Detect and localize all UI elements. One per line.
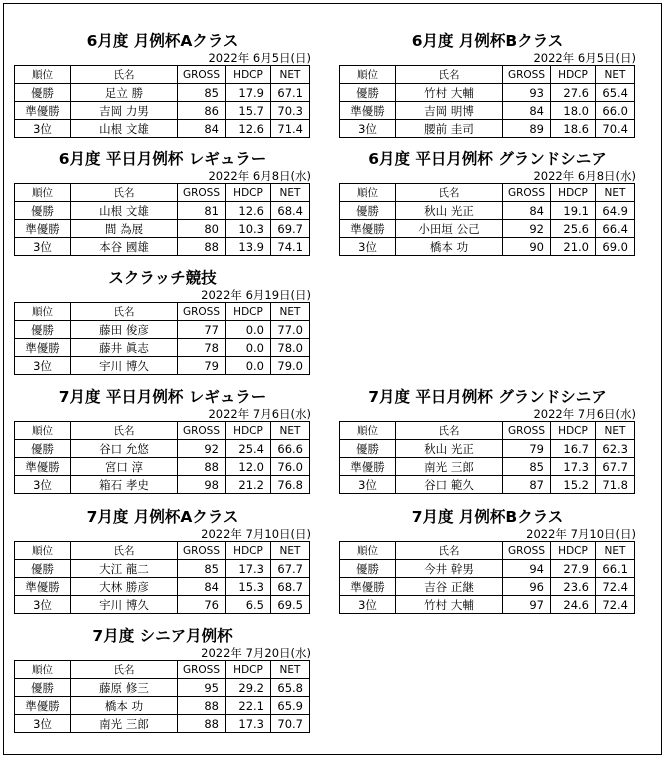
cell-hdcp: 15.7	[226, 102, 271, 120]
results-table	[14, 302, 310, 375]
cell-net: 66.0	[596, 102, 635, 120]
cell-rank: 優勝	[15, 560, 71, 578]
cell-hdcp: 25.6	[551, 220, 596, 238]
header-name: 氏名	[71, 422, 178, 440]
table-row	[15, 238, 310, 256]
header-name: 氏名	[396, 542, 503, 560]
cell-gross: 84	[503, 102, 551, 120]
cell-gross: 88	[178, 715, 226, 733]
table-row	[15, 715, 310, 733]
header-hdcp: HDCP	[551, 184, 596, 202]
cell-name: 間 為展	[71, 220, 178, 238]
cell-hdcp: 12.6	[226, 202, 271, 220]
cell-net: 69.7	[271, 220, 310, 238]
table-row	[340, 476, 635, 494]
cell-net: 70.3	[271, 102, 310, 120]
header-rank: 順位	[15, 66, 71, 84]
cell-name: 秋山 光正	[396, 440, 503, 458]
cell-hdcp: 15.3	[226, 578, 271, 596]
cell-net: 66.4	[596, 220, 635, 238]
header-hdcp: HDCP	[226, 542, 271, 560]
table-row	[340, 578, 635, 596]
header-rank: 順位	[15, 542, 71, 560]
cell-net: 76.8	[271, 476, 310, 494]
table-row	[340, 458, 635, 476]
cell-net: 68.7	[271, 578, 310, 596]
cell-hdcp: 24.6	[551, 596, 596, 614]
cell-net: 65.8	[271, 679, 310, 697]
header-gross: GROSS	[178, 66, 226, 84]
table-row	[15, 476, 310, 494]
cell-hdcp: 13.9	[226, 238, 271, 256]
header-rank: 順位	[340, 542, 396, 560]
table-row	[15, 560, 310, 578]
cell-hdcp: 0.0	[226, 339, 271, 357]
cell-net: 70.4	[596, 120, 635, 138]
header-hdcp: HDCP	[226, 66, 271, 84]
cell-rank: 準優勝	[15, 697, 71, 715]
cell-rank: 準優勝	[15, 102, 71, 120]
header-name: 氏名	[71, 66, 178, 84]
table-header-row	[340, 422, 635, 440]
header-gross: GROSS	[503, 422, 551, 440]
cell-name: 南光 三郎	[396, 458, 503, 476]
cell-name: 箱石 孝史	[71, 476, 178, 494]
block-date: 2022年 6月5日(日)	[533, 51, 636, 65]
cell-net: 70.7	[271, 715, 310, 733]
cell-rank: 優勝	[340, 202, 396, 220]
block-date: 2022年 6月5日(日)	[208, 51, 311, 65]
header-hdcp: HDCP	[551, 542, 596, 560]
cell-hdcp: 29.2	[226, 679, 271, 697]
cell-gross: 93	[503, 84, 551, 102]
cell-net: 77.0	[271, 321, 310, 339]
cell-net: 72.4	[596, 596, 635, 614]
table-row	[340, 202, 635, 220]
header-rank: 順位	[15, 303, 71, 321]
cell-rank: 3位	[340, 120, 396, 138]
cell-net: 69.0	[596, 238, 635, 256]
cell-gross: 98	[178, 476, 226, 494]
cell-rank: 優勝	[340, 84, 396, 102]
header-rank: 順位	[15, 184, 71, 202]
cell-gross: 88	[178, 238, 226, 256]
cell-rank: 準優勝	[15, 458, 71, 476]
cell-rank: 準優勝	[340, 220, 396, 238]
table-row	[340, 120, 635, 138]
cell-gross: 87	[503, 476, 551, 494]
cell-hdcp: 19.1	[551, 202, 596, 220]
results-table	[339, 183, 635, 256]
cell-gross: 89	[503, 120, 551, 138]
header-gross: GROSS	[503, 184, 551, 202]
header-net: NET	[271, 303, 310, 321]
cell-gross: 84	[178, 578, 226, 596]
cell-gross: 96	[503, 578, 551, 596]
header-net: NET	[596, 542, 635, 560]
header-name: 氏名	[396, 422, 503, 440]
table-row	[15, 697, 310, 715]
cell-rank: 3位	[15, 596, 71, 614]
results-table	[14, 541, 310, 614]
block-title: 6月度 平日月例杯 グランドシニア	[368, 150, 607, 168]
cell-net: 68.4	[271, 202, 310, 220]
cell-net: 71.8	[596, 476, 635, 494]
header-gross: GROSS	[178, 422, 226, 440]
cell-rank: 3位	[15, 120, 71, 138]
cell-rank: 準優勝	[15, 578, 71, 596]
cell-name: 腰前 圭司	[396, 120, 503, 138]
table-header-row	[15, 66, 310, 84]
results-table	[339, 65, 635, 138]
cell-gross: 76	[178, 596, 226, 614]
cell-name: 藤田 俊彦	[71, 321, 178, 339]
header-gross: GROSS	[178, 184, 226, 202]
table-header-row	[15, 542, 310, 560]
header-hdcp: HDCP	[226, 661, 271, 679]
header-name: 氏名	[71, 303, 178, 321]
cell-hdcp: 0.0	[226, 321, 271, 339]
cell-hdcp: 21.0	[551, 238, 596, 256]
cell-hdcp: 15.2	[551, 476, 596, 494]
table-row	[15, 440, 310, 458]
header-net: NET	[596, 184, 635, 202]
cell-rank: 3位	[15, 238, 71, 256]
cell-name: 谷口 範久	[396, 476, 503, 494]
cell-name: 今井 幹男	[396, 560, 503, 578]
header-net: NET	[271, 542, 310, 560]
cell-net: 66.6	[271, 440, 310, 458]
block-title: 7月度 シニア月例杯	[92, 627, 233, 645]
cell-hdcp: 25.4	[226, 440, 271, 458]
cell-hdcp: 17.3	[226, 715, 271, 733]
block-date: 2022年 6月8日(水)	[208, 169, 311, 183]
cell-gross: 78	[178, 339, 226, 357]
table-header-row	[15, 303, 310, 321]
cell-net: 71.4	[271, 120, 310, 138]
table-row	[340, 440, 635, 458]
cell-hdcp: 23.6	[551, 578, 596, 596]
cell-hdcp: 17.3	[551, 458, 596, 476]
block-title: 7月度 月例杯Bクラス	[411, 508, 564, 526]
table-row	[340, 560, 635, 578]
header-rank: 順位	[340, 66, 396, 84]
results-table	[14, 65, 310, 138]
block-title: スクラッチ競技	[108, 269, 217, 287]
table-header-row	[340, 542, 635, 560]
cell-gross: 92	[503, 220, 551, 238]
cell-rank: 優勝	[15, 679, 71, 697]
cell-rank: 3位	[340, 596, 396, 614]
header-net: NET	[271, 66, 310, 84]
cell-gross: 85	[178, 560, 226, 578]
cell-rank: 3位	[340, 476, 396, 494]
cell-name: 竹村 大輔	[396, 84, 503, 102]
header-hdcp: HDCP	[226, 422, 271, 440]
header-rank: 順位	[15, 661, 71, 679]
table-row	[15, 679, 310, 697]
cell-rank: 準優勝	[340, 578, 396, 596]
cell-gross: 90	[503, 238, 551, 256]
cell-hdcp: 18.0	[551, 102, 596, 120]
cell-rank: 3位	[15, 476, 71, 494]
table-row	[340, 596, 635, 614]
header-name: 氏名	[71, 542, 178, 560]
results-table	[339, 541, 635, 614]
block-title: 7月度 月例杯Aクラス	[86, 508, 239, 526]
cell-gross: 88	[178, 697, 226, 715]
table-row	[340, 84, 635, 102]
cell-hdcp: 17.3	[226, 560, 271, 578]
cell-name: 吉岡 力男	[71, 102, 178, 120]
cell-name: 竹村 大輔	[396, 596, 503, 614]
header-net: NET	[596, 66, 635, 84]
cell-gross: 95	[178, 679, 226, 697]
header-hdcp: HDCP	[226, 303, 271, 321]
cell-rank: 優勝	[340, 440, 396, 458]
header-name: 氏名	[71, 661, 178, 679]
cell-name: 大林 勝彦	[71, 578, 178, 596]
block-date: 2022年 7月6日(水)	[533, 407, 636, 421]
cell-hdcp: 18.6	[551, 120, 596, 138]
cell-gross: 84	[503, 202, 551, 220]
cell-rank: 準優勝	[340, 458, 396, 476]
header-gross: GROSS	[178, 661, 226, 679]
cell-name: 山根 文雄	[71, 120, 178, 138]
cell-gross: 92	[178, 440, 226, 458]
cell-gross: 86	[178, 102, 226, 120]
cell-name: 吉岡 明博	[396, 102, 503, 120]
block-date: 2022年 6月8日(水)	[533, 169, 636, 183]
block-title: 7月度 平日月例杯 グランドシニア	[368, 388, 607, 406]
cell-hdcp: 22.1	[226, 697, 271, 715]
header-net: NET	[271, 422, 310, 440]
cell-rank: 優勝	[15, 440, 71, 458]
header-rank: 順位	[340, 422, 396, 440]
header-name: 氏名	[396, 184, 503, 202]
table-row	[15, 339, 310, 357]
cell-hdcp: 17.9	[226, 84, 271, 102]
cell-net: 78.0	[271, 339, 310, 357]
table-row	[15, 578, 310, 596]
table-row	[340, 220, 635, 238]
table-header-row	[340, 66, 635, 84]
header-name: 氏名	[71, 184, 178, 202]
header-net: NET	[271, 661, 310, 679]
cell-name: 橋本 功	[71, 697, 178, 715]
block-date: 2022年 7月10日(日)	[526, 527, 636, 541]
block-date: 2022年 7月20日(水)	[201, 646, 311, 660]
cell-name: 秋山 光正	[396, 202, 503, 220]
cell-rank: 3位	[15, 715, 71, 733]
table-row	[340, 238, 635, 256]
cell-hdcp: 6.5	[226, 596, 271, 614]
header-name: 氏名	[396, 66, 503, 84]
cell-gross: 77	[178, 321, 226, 339]
header-rank: 順位	[340, 184, 396, 202]
cell-hdcp: 27.9	[551, 560, 596, 578]
header-gross: GROSS	[178, 303, 226, 321]
cell-name: 藤原 修三	[71, 679, 178, 697]
cell-gross: 88	[178, 458, 226, 476]
table-row	[340, 102, 635, 120]
cell-name: 宇川 博久	[71, 357, 178, 375]
cell-rank: 準優勝	[340, 102, 396, 120]
table-row	[15, 321, 310, 339]
cell-rank: 優勝	[340, 560, 396, 578]
table-row	[15, 458, 310, 476]
cell-name: 谷口 允悠	[71, 440, 178, 458]
block-title: 6月度 平日月例杯 レギュラー	[58, 150, 267, 168]
table-row	[15, 84, 310, 102]
cell-name: 橋本 功	[396, 238, 503, 256]
cell-net: 67.1	[271, 84, 310, 102]
cell-name: 山根 文雄	[71, 202, 178, 220]
cell-net: 67.7	[596, 458, 635, 476]
header-hdcp: HDCP	[551, 422, 596, 440]
cell-name: 足立 勝	[71, 84, 178, 102]
cell-hdcp: 10.3	[226, 220, 271, 238]
block-title: 6月度 月例杯Bクラス	[411, 32, 564, 50]
cell-name: 南光 三郎	[71, 715, 178, 733]
cell-rank: 優勝	[15, 84, 71, 102]
cell-name: 大江 龍二	[71, 560, 178, 578]
header-gross: GROSS	[503, 542, 551, 560]
cell-gross: 81	[178, 202, 226, 220]
cell-net: 72.4	[596, 578, 635, 596]
header-hdcp: HDCP	[226, 184, 271, 202]
cell-name: 本谷 國雄	[71, 238, 178, 256]
header-rank: 順位	[15, 422, 71, 440]
cell-rank: 優勝	[15, 321, 71, 339]
cell-net: 76.0	[271, 458, 310, 476]
table-header-row	[340, 184, 635, 202]
table-header-row	[15, 661, 310, 679]
cell-net: 69.5	[271, 596, 310, 614]
cell-net: 64.9	[596, 202, 635, 220]
header-hdcp: HDCP	[551, 66, 596, 84]
cell-rank: 3位	[15, 357, 71, 375]
cell-rank: 準優勝	[15, 339, 71, 357]
cell-net: 67.7	[271, 560, 310, 578]
cell-name: 宮口 淳	[71, 458, 178, 476]
cell-name: 宇川 博久	[71, 596, 178, 614]
cell-hdcp: 0.0	[226, 357, 271, 375]
cell-gross: 79	[178, 357, 226, 375]
cell-hdcp: 12.6	[226, 120, 271, 138]
header-net: NET	[596, 422, 635, 440]
cell-gross: 97	[503, 596, 551, 614]
block-date: 2022年 6月19日(日)	[201, 288, 311, 302]
table-row	[15, 220, 310, 238]
block-title: 7月度 平日月例杯 レギュラー	[58, 388, 267, 406]
table-row	[15, 202, 310, 220]
cell-rank: 準優勝	[15, 220, 71, 238]
cell-gross: 85	[178, 84, 226, 102]
block-date: 2022年 7月6日(水)	[208, 407, 311, 421]
table-header-row	[15, 422, 310, 440]
table-row	[15, 357, 310, 375]
cell-hdcp: 21.2	[226, 476, 271, 494]
cell-hdcp: 12.0	[226, 458, 271, 476]
cell-gross: 85	[503, 458, 551, 476]
cell-net: 66.1	[596, 560, 635, 578]
cell-hdcp: 16.7	[551, 440, 596, 458]
table-row	[15, 596, 310, 614]
table-row	[15, 102, 310, 120]
cell-gross: 84	[178, 120, 226, 138]
cell-net: 74.1	[271, 238, 310, 256]
header-gross: GROSS	[178, 542, 226, 560]
cell-name: 藤井 眞志	[71, 339, 178, 357]
block-date: 2022年 7月10日(日)	[201, 527, 311, 541]
cell-name: 吉谷 正継	[396, 578, 503, 596]
table-row	[15, 120, 310, 138]
cell-net: 62.3	[596, 440, 635, 458]
cell-rank: 3位	[340, 238, 396, 256]
results-table	[14, 421, 310, 494]
block-title: 6月度 月例杯Aクラス	[86, 32, 239, 50]
cell-hdcp: 27.6	[551, 84, 596, 102]
cell-net: 79.0	[271, 357, 310, 375]
cell-gross: 94	[503, 560, 551, 578]
cell-net: 65.9	[271, 697, 310, 715]
cell-gross: 80	[178, 220, 226, 238]
table-header-row	[15, 184, 310, 202]
results-table	[339, 421, 635, 494]
header-gross: GROSS	[503, 66, 551, 84]
results-table	[14, 660, 310, 733]
cell-name: 小田垣 公己	[396, 220, 503, 238]
cell-net: 65.4	[596, 84, 635, 102]
cell-gross: 79	[503, 440, 551, 458]
cell-rank: 優勝	[15, 202, 71, 220]
header-net: NET	[271, 184, 310, 202]
results-table	[14, 183, 310, 256]
